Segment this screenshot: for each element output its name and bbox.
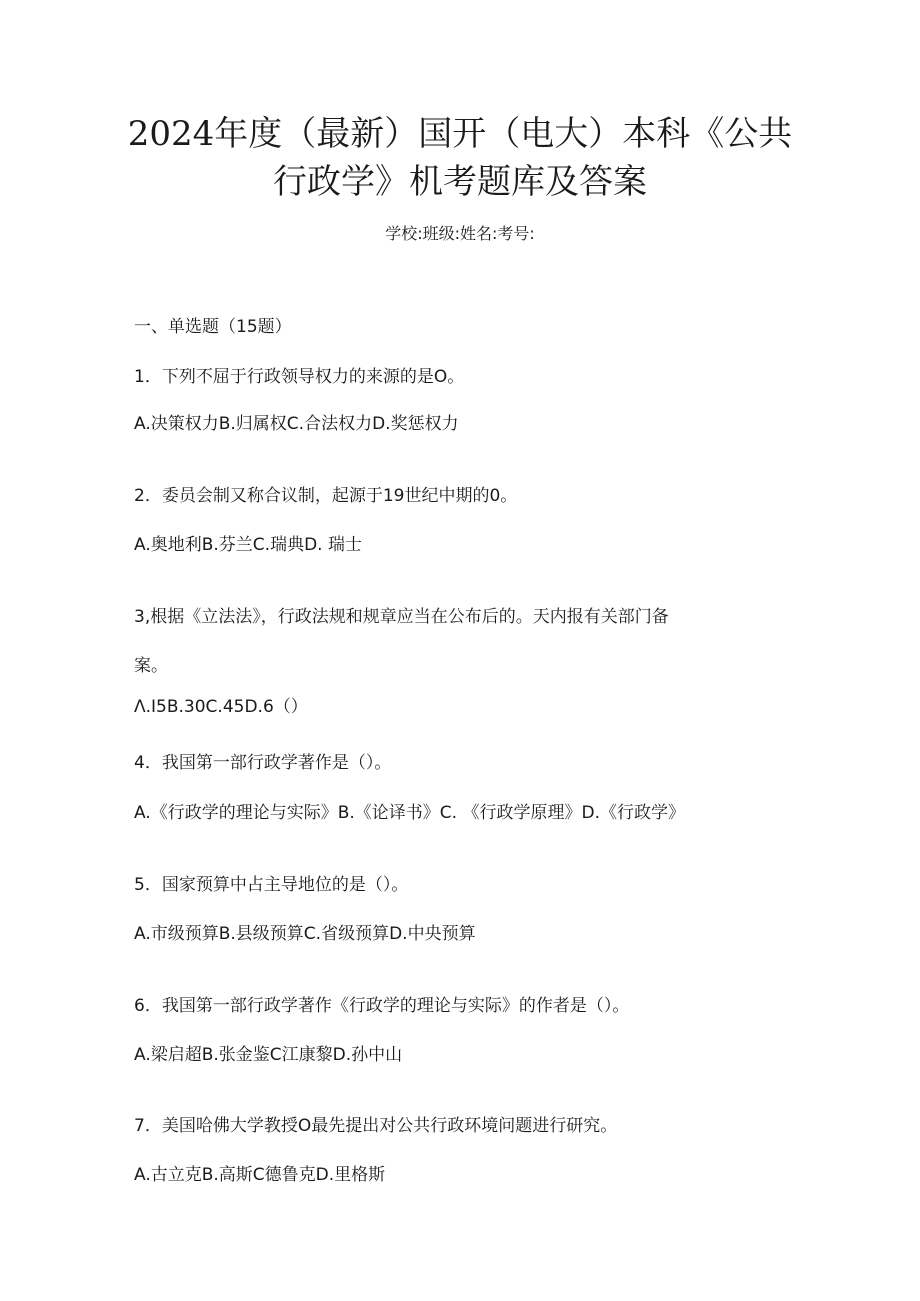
question-2: 2．委员会制又称合议制，起源于19世纪中期的0。: [134, 486, 518, 506]
question-4-options: A.《行政学的理论与实际》B.《论译书》C. 《行政学原理》D.《行政学》: [134, 803, 685, 823]
question-3-options: Λ.I5B.30C.45D.6（）: [134, 697, 308, 717]
question-5-options: A.市级预算B.县级预算C.省级预算D.中央预算: [134, 924, 476, 944]
question-3-continuation: 案。: [134, 656, 168, 676]
question-6: 6．我国第一部行政学著作《行政学的理论与实际》的作者是（）。: [134, 996, 630, 1016]
question-7-options: A.古立克B.高斯C德鲁克D.里格斯: [134, 1165, 386, 1185]
question-3: 3,根据《立法法》，行政法规和规章应当在公布后的。天内报有关部门备: [134, 607, 669, 627]
document-title-line-2: 行政学》机考题库及答案: [273, 162, 647, 202]
document-title-line-1: 2024年度（最新）国开（电大）本科《公共: [127, 114, 793, 154]
question-4: 4．我国第一部行政学著作是（）。: [134, 753, 392, 773]
section-heading: 一、单选题（15题）: [134, 317, 292, 337]
question-5: 5．国家预算中占主导地位的是（）。: [134, 875, 409, 895]
student-info-line: 学校:班级:姓名:考号:: [385, 224, 535, 243]
question-7: 7．美国哈佛大学教授O最先提出对公共行政环境问题进行研究。: [134, 1116, 618, 1136]
question-1: 1．下列不屈于行政领导权力的来源的是O。: [134, 367, 465, 387]
question-2-options: A.奥地利B.芬兰C.瑞典D. 瑞士: [134, 535, 362, 555]
question-6-options: A.梁启超B.张金鉴C江康黎D.孙中山: [134, 1045, 403, 1065]
question-1-options: A.决策权力B.归属权C.合法权力D.奖惩权力: [134, 414, 459, 434]
